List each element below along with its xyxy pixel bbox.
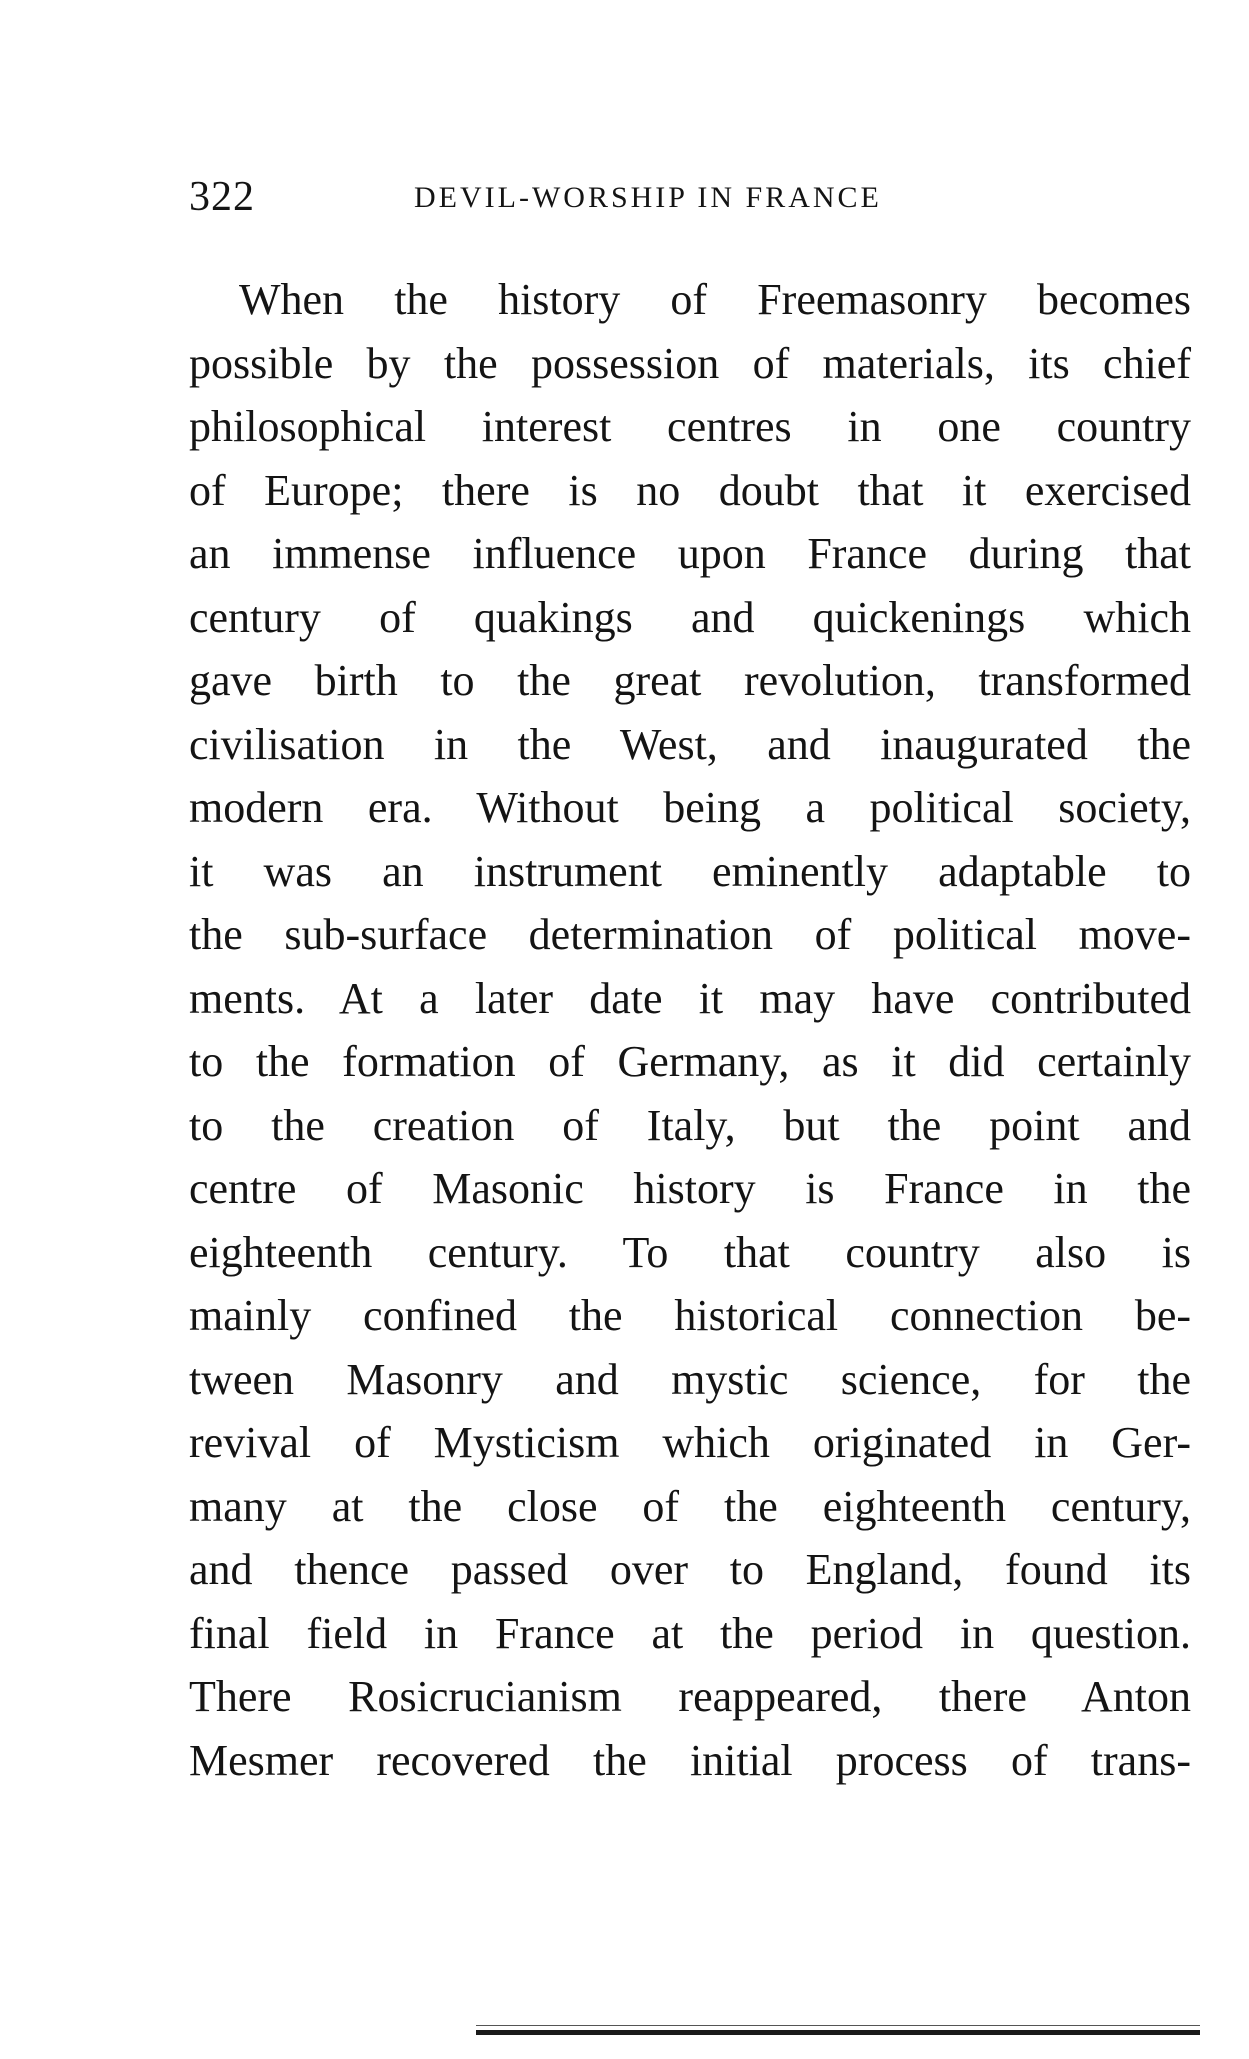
text-line: mainly confined the historical connection be-: [189, 1291, 1191, 1340]
text-line: philosophical interest centres in one country: [189, 402, 1191, 451]
page-header: [189, 172, 1191, 222]
text-line: civilisation in the West, and inaugurated the: [189, 719, 1191, 769]
text-line: to the creation of Italy, but the point and: [189, 1100, 1191, 1150]
text-line: tween Masonry and mystic science, for the: [189, 1354, 1191, 1404]
text-line: revival of Mysticism which originated in Ger-: [189, 1418, 1191, 1467]
text-line: ments. At a later date it may have contributed: [189, 973, 1191, 1023]
text-line: centre of Masonic history is France in the: [189, 1164, 1191, 1213]
text-line: Mesmer recovered the initial process of trans-: [189, 1735, 1191, 1785]
running-title: DEVIL-WORSHIP IN FRANCE: [414, 181, 882, 214]
text-line: When the history of Freemasonry becomes: [239, 275, 1191, 324]
footer-rule: [476, 2030, 1200, 2035]
text-line: of Europe; there is no doubt that it exercised: [189, 465, 1191, 515]
text-line: There Rosicrucianism reappeared, there Anton: [189, 1672, 1191, 1721]
text-line: an immense influence upon France during that: [189, 529, 1191, 578]
footer-rule-thin: [476, 2025, 1200, 2026]
text-line: gave birth to the great revolution, transformed: [189, 656, 1191, 705]
text-line: eighteenth century. To that country also is: [189, 1227, 1191, 1277]
text-line: final field in France at the period in question.: [189, 1608, 1191, 1658]
text-line: century of quakings and quickenings which: [189, 592, 1191, 642]
body-paragraph: [189, 268, 1191, 1792]
text-line: possible by the possession of materials, its chief: [189, 338, 1191, 388]
text-line: many at the close of the eighteenth century,: [189, 1481, 1191, 1531]
text-line: it was an instrument eminently adaptable to: [189, 846, 1191, 896]
text-line: modern era. Without being a political society,: [189, 783, 1191, 832]
text-line: to the formation of Germany, as it did certainly: [189, 1037, 1191, 1086]
page-number: 322: [189, 174, 255, 220]
text-line: and thence passed over to England, found its: [189, 1545, 1191, 1594]
text-line: the sub-surface determination of political move-: [189, 910, 1191, 959]
